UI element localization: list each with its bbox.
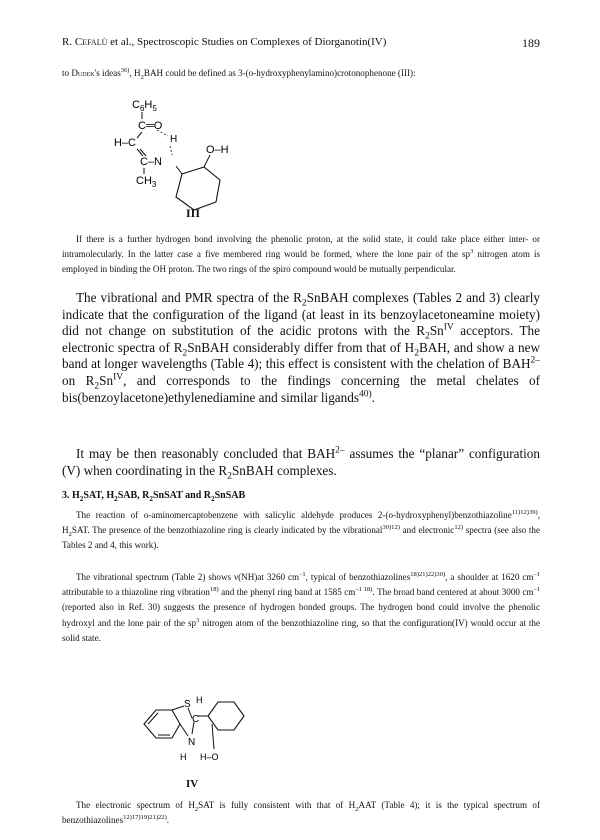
structure-iv-drawing bbox=[140, 694, 260, 774]
structure-iii-label: III bbox=[186, 206, 201, 220]
running-header bbox=[62, 36, 540, 52]
section-heading: 3. $H_2SAT$, $H_2SAB$, $R_2SnSAT$ and $R_2SnSAB$ bbox=[62, 490, 246, 503]
svg-text:H: H bbox=[196, 695, 203, 705]
structure-iii bbox=[110, 94, 290, 224]
svg-text:N: N bbox=[188, 737, 196, 748]
section-paragraph-3: The electronic spectrum of $H_2SAT$ is fully consistent with that of $H_2AAT$ (Table 4); it is the typical spectrum of benzothiazolines$^{12)17)19)21)22)}$. bbox=[62, 800, 540, 826]
running-title: R. Cefalù et al., Spectroscopic Studies on Complexes of Diorganotin(IV) bbox=[62, 36, 387, 48]
svg-text:CH3: $CH_3$ bbox=[136, 175, 157, 189]
svg-text:C6H5: $C_6H_5$ bbox=[132, 99, 157, 113]
svg-text:S: S bbox=[184, 699, 191, 710]
svg-text:O–H: O–H bbox=[206, 144, 229, 156]
svg-text:H–C: H–C bbox=[114, 137, 137, 149]
svg-text:H: H bbox=[170, 134, 178, 145]
note-paragraph: If there is a further hydrogen bond involving the phenolic proton, at the solid state, it could take place either inter- or intramolecularly. In the latter case a five membered ring would be formed, where the lone pair of the $sp^3$ nitrogen atom is employed in binding the OH proton. The two rings of the spiro compound would be mutually perpendicular. bbox=[62, 234, 541, 275]
author-name: Cefalù bbox=[74, 36, 108, 48]
structure-iv bbox=[140, 694, 260, 774]
main-paragraph-2: It may be then reasonably concluded that $BAH^{2-}$ assumes the “planar” configuration (V) when coordinating in the $R_2SnBAH$ complexes. bbox=[62, 445, 540, 482]
structure-iv-label: IV bbox=[186, 778, 199, 790]
page-number: 189 bbox=[522, 36, 540, 50]
intro-paragraph: to Dudek's ideas$^{36)}$, $H_2BAH$ could be defined as 3-(o-hydroxyphenylamino)crotonophenone (III): bbox=[62, 66, 416, 81]
main-paragraph-1: The vibrational and PMR spectra of the $R_2SnBAH$ complexes (Tables 2 and 3) clearly indicate that the configuration of the ligand (at least in its benzoylacetoneamine moiety) did not change on substitution of the acidic protons with the $R_2Sn^{IV}$ acceptors. The electronic spectra of $R_2SnBAH$ considerably differ from that of $H_2BAH$, and show a new band at longer wavelengths (Table 4); this effect is consistent with the chelation of $BAH^{2-}$ on $R_2Sn^{IV}$, and corresponds to the findings concerning the metal chelates of bis(benzoylacetone)ethylenediamine and similar ligands$^{40)}$. bbox=[62, 290, 541, 405]
svg-text:C═O: C═O bbox=[138, 120, 163, 132]
svg-text:H: H bbox=[180, 752, 187, 762]
svg-text:C–N: C–N bbox=[140, 156, 163, 168]
structure-iii-drawing bbox=[110, 94, 290, 224]
svg-text:C: C bbox=[192, 714, 200, 725]
svg-text:H–O: H–O bbox=[200, 752, 219, 762]
section-paragraph-2: The vibrational spectrum (Table 2) shows ν(NH)at 3260 $cm^{-1}$, typical of benzothiazolines$^{18)21)22)30)}$, a shoulder at 1620 $cm^{-1}$ attributable to a thiazoline ring vibration$^{18)}$ and the phenyl ring band at 1585 $cm^{-1 18)}$. The broad band centered at about 3000 $cm^{-1}$ (reported also in Ref. 30) suggests the presence of hydrogen bonded groups. The hydrogen bond could involve the phenolic hydroxyl and the lone pair of the $sp^3$ nitrogen atom of the benzothiazoline ring, so that the configuration(IV) would occur at the solid state. bbox=[62, 570, 541, 643]
section-paragraph-1: The reaction of o-aminomercaptobenzene with salicylic aldehyde produces 2-(o-hydroxyphenyl)benzothiazoline$^{11)12)39)}$, $H_2SAT$. The presence of the benzothiazoline ring is clearly indicated by the vibrational$^{30)12)}$ and electronic$^{12)}$ spectra (see also the Tables 2 and 4, this work). bbox=[62, 508, 540, 551]
